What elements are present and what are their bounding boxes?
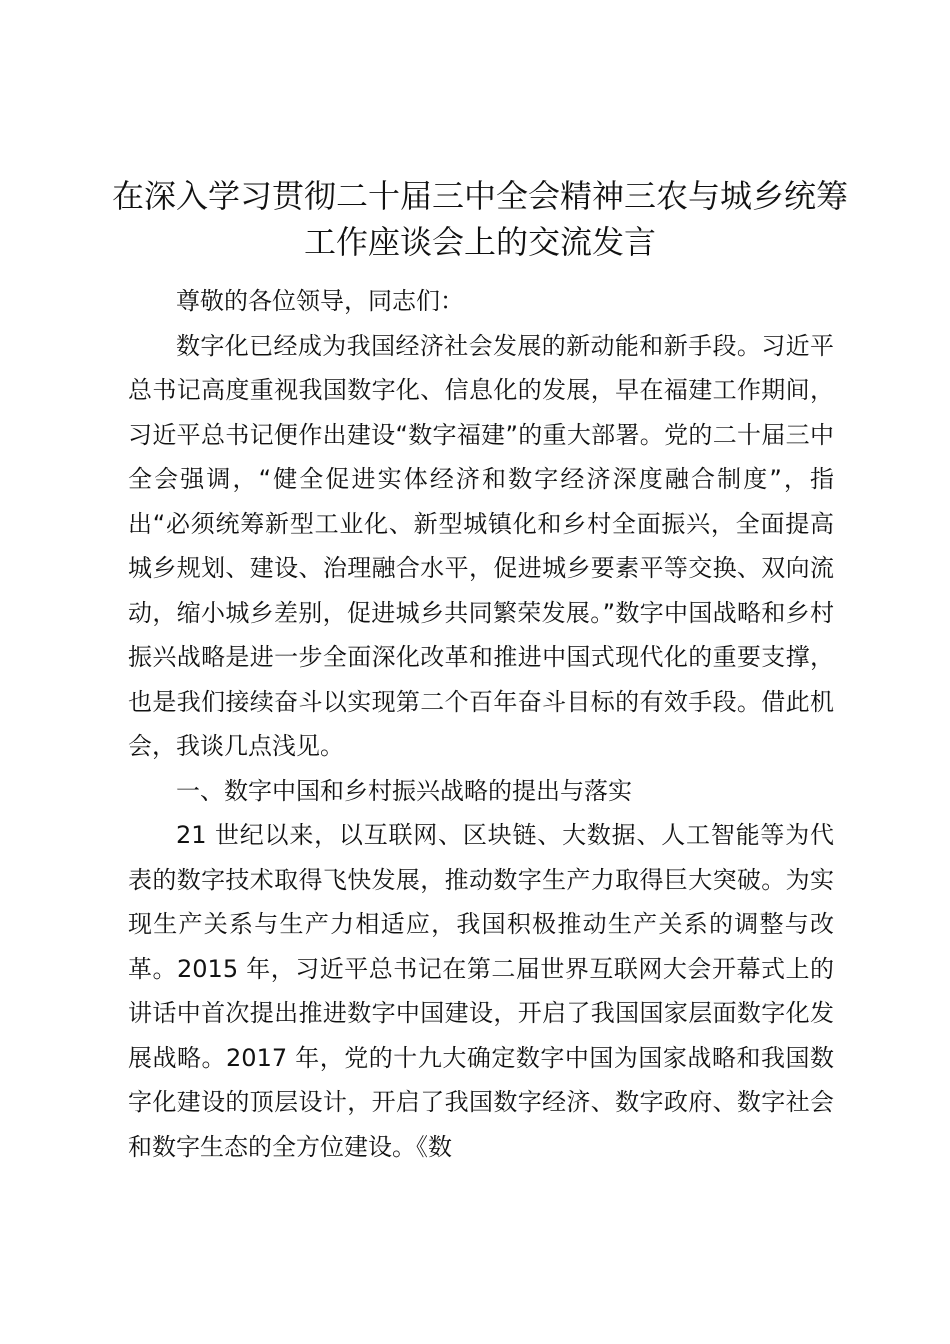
section-heading: 一、数字中国和乡村振兴战略的提出与落实 bbox=[176, 776, 632, 805]
intro-paragraph: 数字化已经成为我国经济社会发展的新动能和新手段。习近平总书记高度重视我国数字化、信息化的发展，早在福建工作期间，习近平总书记便作出建设“数字福建”的重大部署。党的二十届三中全会强调，“健全促进实体经济和数字经济深度融合制度”，指出“必须统筹新型工业化、新型城镇化和乡村全面振兴，全面提高城乡规划、建设、治理融合水平，促进城乡要素平等交换、双向流动，缩小城乡差别，促进城乡共同繁荣发展。”数字中国战略和乡村振兴战略是进一步全面深化改革和推进中国式现代化的重要支撑，也是我们接续奋斗以实现第二个百年奋斗目标的有效手段。借此机会，我谈几点浅见。 bbox=[128, 331, 834, 760]
document-body bbox=[128, 279, 834, 1169]
salutation-paragraph: 尊敬的各位领导，同志们： bbox=[176, 287, 464, 315]
body-paragraph: 21 世纪以来，以互联网、区块链、大数据、人工智能等为代表的数字技术取得飞快发展，推动数字生产力取得巨大突破。为实现生产关系与生产力相适应，我国积极推动生产关系的调整与改革。2015 年，习近平总书记在第二届世界互联网大会开幕式上的讲话中首次提出推进数字中国建设，开启了我国国家层面数字化发展战略。2017 年，党的十九大确定数字中国为国家战略和我国数字化建设的顶层设计，开启了我国数字经济、数字政府、数字社会和数字生态的全方位建设。《数 bbox=[128, 821, 834, 1161]
document-title: 在深入学习贯彻二十届三中全会精神三农与城乡统筹工作座谈会上的交流发言 bbox=[111, 177, 848, 261]
